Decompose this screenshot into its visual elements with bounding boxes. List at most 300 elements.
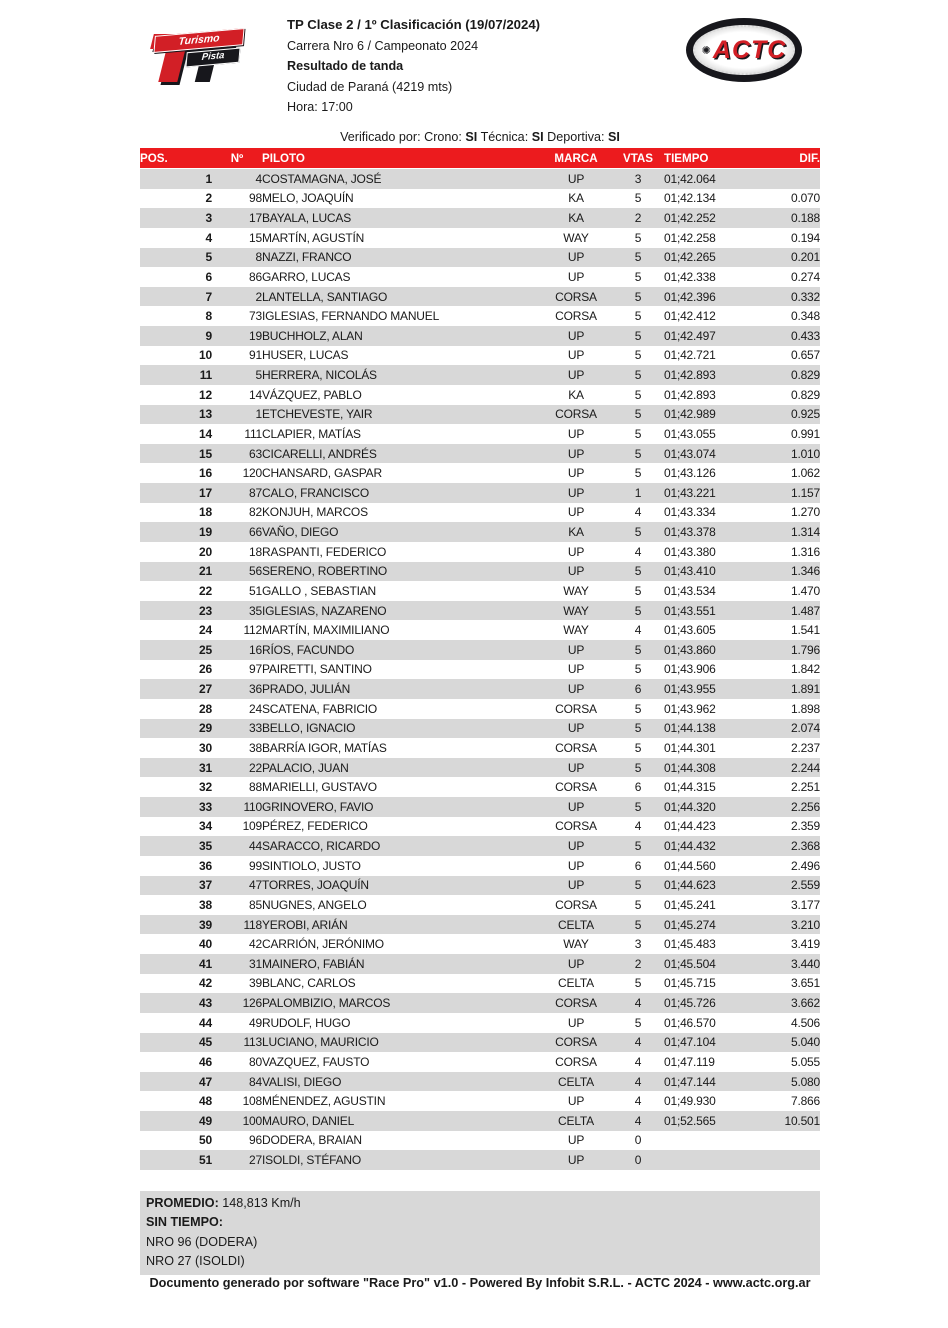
cell-num: 1 xyxy=(255,407,262,422)
cell-tiempo: 01;43.906 xyxy=(664,662,716,677)
cell-marca: CORSA xyxy=(555,740,597,755)
cell-vtas: 5 xyxy=(634,642,642,657)
cell-piloto: VAÑO, DIEGO xyxy=(262,525,339,540)
cell-vtas: 5 xyxy=(634,348,642,363)
cell-tiempo: 01;45.726 xyxy=(664,996,716,1011)
column-header-marca: MARCA xyxy=(540,148,612,169)
cell-pos: 6 xyxy=(205,269,212,284)
cell-vtas: 5 xyxy=(634,368,642,383)
cell-pos: 16 xyxy=(199,466,212,481)
cell-pos: 42 xyxy=(199,976,212,991)
cell-tiempo: 01;45.483 xyxy=(664,937,716,952)
cell-dif: 1.487 xyxy=(790,603,820,618)
cell-dif: 2.251 xyxy=(790,780,820,795)
cell-vtas: 5 xyxy=(634,839,642,854)
cell-vtas: 2 xyxy=(634,956,642,971)
cell-pos: 20 xyxy=(199,544,212,559)
table-row xyxy=(140,797,820,817)
cell-marca: UP xyxy=(567,642,585,657)
cell-tiempo: 01;45.241 xyxy=(664,897,716,912)
column-header-tiempo: TIEMPO xyxy=(664,148,760,169)
cell-marca: CORSA xyxy=(555,897,597,912)
cell-vtas: 5 xyxy=(634,564,642,579)
cell-vtas: 3 xyxy=(634,937,642,952)
cell-tiempo: 01;43.126 xyxy=(664,466,716,481)
table-row xyxy=(140,444,820,464)
table-row xyxy=(140,346,820,366)
turismo-pista-logo xyxy=(148,20,248,86)
cell-num: 16 xyxy=(249,642,262,657)
cell-pos: 14 xyxy=(199,426,212,441)
cell-piloto: COSTAMAGNA, JOSÉ xyxy=(262,171,382,186)
cell-dif: 1.157 xyxy=(790,485,820,500)
cell-piloto: YEROBI, ARIÁN xyxy=(262,917,348,932)
table-row xyxy=(140,1052,820,1072)
cell-piloto: VALISI, DIEGO xyxy=(262,1074,342,1089)
cell-piloto: RUDOLF, HUGO xyxy=(262,1015,351,1030)
cell-marca: KA xyxy=(568,191,584,206)
cell-tiempo: 01;45.504 xyxy=(664,956,716,971)
cell-marca: CORSA xyxy=(555,819,597,834)
cell-pos: 23 xyxy=(199,603,212,618)
cell-piloto: MARTÍN, MAXIMILIANO xyxy=(262,623,390,638)
cell-pos: 1 xyxy=(205,171,212,186)
table-row xyxy=(140,1091,820,1111)
cell-num: 84 xyxy=(249,1074,262,1089)
cell-pos: 22 xyxy=(199,583,212,598)
cell-dif: 0.829 xyxy=(790,387,820,402)
cell-tiempo: 01;42.252 xyxy=(664,211,716,226)
cell-marca: UP xyxy=(567,544,585,559)
cell-dif: 7.866 xyxy=(790,1094,820,1109)
cell-dif: 1.796 xyxy=(790,642,820,657)
cell-piloto: KONJUH, MARCOS xyxy=(262,505,368,520)
cell-dif: 0.829 xyxy=(790,368,820,383)
table-row xyxy=(140,463,820,483)
cell-dif: 3.440 xyxy=(790,956,820,971)
cell-tiempo: 01;45.274 xyxy=(664,917,716,932)
cell-tiempo: 01;42.258 xyxy=(664,230,716,245)
cell-tiempo: 01;43.055 xyxy=(664,426,716,441)
cell-marca: UP xyxy=(567,564,585,579)
promedio-value: 148,813 Km/h xyxy=(222,1196,301,1210)
cell-num: 96 xyxy=(249,1133,262,1148)
cell-piloto: PÉREZ, FEDERICO xyxy=(262,819,368,834)
cell-vtas: 6 xyxy=(634,858,642,873)
cell-vtas: 4 xyxy=(634,1054,642,1069)
promedio-label: PROMEDIO: xyxy=(146,1196,219,1210)
sin-tiempo-entry: NRO 96 (DODERA) xyxy=(146,1234,258,1249)
cell-vtas: 5 xyxy=(634,525,642,540)
cell-dif: 1.842 xyxy=(790,662,820,677)
cell-dif: 2.237 xyxy=(790,740,820,755)
table-row xyxy=(140,640,820,660)
cell-piloto: GRINOVERO, FAVIO xyxy=(262,799,374,814)
cell-pos: 33 xyxy=(199,799,212,814)
promedio-line xyxy=(146,1194,820,1213)
cell-num: 51 xyxy=(249,583,262,598)
cell-num: 126 xyxy=(242,996,262,1011)
cell-num: 36 xyxy=(249,682,262,697)
cell-pos: 5 xyxy=(205,250,212,265)
cell-marca: UP xyxy=(567,269,585,284)
cell-piloto: CARRIÓN, JERÓNIMO xyxy=(262,937,384,952)
cell-marca: WAY xyxy=(563,937,589,952)
cell-num: 18 xyxy=(249,544,262,559)
cell-marca: CELTA xyxy=(558,976,594,991)
cell-num: 98 xyxy=(249,191,262,206)
cell-num: 24 xyxy=(249,701,262,716)
cell-vtas: 5 xyxy=(634,878,642,893)
cell-marca: CELTA xyxy=(558,1113,594,1128)
cell-dif: 0.194 xyxy=(790,230,820,245)
cell-piloto: SINTIOLO, JUSTO xyxy=(262,858,361,873)
cell-marca: UP xyxy=(567,1015,585,1030)
cell-tiempo: 01;44.315 xyxy=(664,780,716,795)
table-row xyxy=(140,267,820,287)
cell-tiempo: 01;49.930 xyxy=(664,1094,716,1109)
cell-num: 14 xyxy=(249,387,262,402)
cell-num: 56 xyxy=(249,564,262,579)
summary-block xyxy=(140,1191,820,1275)
cell-piloto: VÁZQUEZ, PABLO xyxy=(262,387,362,402)
cell-pos: 38 xyxy=(199,897,212,912)
cell-vtas: 5 xyxy=(634,721,642,736)
table-row xyxy=(140,620,820,640)
cell-dif: 0.657 xyxy=(790,348,820,363)
verification-label: Verificado por: xyxy=(340,130,421,144)
table-row xyxy=(140,248,820,268)
cell-piloto: BELLO, IGNACIO xyxy=(262,721,356,736)
table-row xyxy=(140,993,820,1013)
cell-vtas: 3 xyxy=(634,171,642,186)
cell-marca: CELTA xyxy=(558,1074,594,1089)
cell-num: 88 xyxy=(249,780,262,795)
cell-piloto: NAZZI, FRANCO xyxy=(262,250,352,265)
cell-dif: 1.898 xyxy=(790,701,820,716)
cell-marca: UP xyxy=(567,446,585,461)
cell-piloto: PALOMBIZIO, MARCOS xyxy=(262,996,391,1011)
result-type-line: Resultado de tanda xyxy=(287,59,404,74)
cell-piloto: SCATENA, FABRICIO xyxy=(262,701,378,716)
cell-vtas: 5 xyxy=(634,701,642,716)
cell-piloto: MARTÍN, AGUSTÍN xyxy=(262,230,365,245)
table-row xyxy=(140,542,820,562)
cell-marca: UP xyxy=(567,485,585,500)
cell-tiempo: 01;43.074 xyxy=(664,446,716,461)
cell-marca: KA xyxy=(568,387,584,402)
cell-tiempo: 01;47.144 xyxy=(664,1074,716,1089)
cell-num: 73 xyxy=(249,309,262,324)
cell-marca: UP xyxy=(567,1094,585,1109)
cell-num: 27 xyxy=(249,1153,262,1168)
cell-vtas: 4 xyxy=(634,1113,642,1128)
table-row xyxy=(140,679,820,699)
cell-marca: CORSA xyxy=(555,309,597,324)
cell-marca: CORSA xyxy=(555,407,597,422)
cell-piloto: BUCHHOLZ, ALAN xyxy=(262,328,363,343)
cell-piloto: GALLO , SEBASTIAN xyxy=(262,583,376,598)
cell-pos: 49 xyxy=(199,1113,212,1128)
cell-piloto: BARRÍA IGOR, MATÍAS xyxy=(262,740,387,755)
cell-pos: 41 xyxy=(199,956,212,971)
cell-dif: 0.991 xyxy=(790,426,820,441)
cell-dif: 1.270 xyxy=(790,505,820,520)
table-row xyxy=(140,954,820,974)
cell-piloto: MAINERO, FABIÁN xyxy=(262,956,365,971)
cell-pos: 15 xyxy=(199,446,212,461)
cell-piloto: MARIELLI, GUSTAVO xyxy=(262,780,377,795)
document-footer: Documento generado por software "Race Pro" v1.0 - Powered By Infobit S.R.L. - ACTC 2024 - www.actc.org.ar xyxy=(149,1276,811,1290)
table-row xyxy=(140,1072,820,1092)
cell-num: 109 xyxy=(242,819,262,834)
cell-num: 91 xyxy=(249,348,262,363)
cell-tiempo: 01;42.265 xyxy=(664,250,716,265)
table-row xyxy=(140,208,820,228)
cell-vtas: 5 xyxy=(634,760,642,775)
cell-marca: UP xyxy=(567,878,585,893)
cell-marca: UP xyxy=(567,348,585,363)
cell-num: 44 xyxy=(249,839,262,854)
cell-pos: 47 xyxy=(199,1074,212,1089)
cell-dif: 3.662 xyxy=(790,996,820,1011)
cell-piloto: IGLESIAS, NAZARENO xyxy=(262,603,387,618)
cell-dif: 0.274 xyxy=(790,269,820,284)
results-table xyxy=(140,148,820,1170)
cell-pos: 7 xyxy=(205,289,212,304)
cell-marca: UP xyxy=(567,1153,585,1168)
cell-tiempo: 01;44.308 xyxy=(664,760,716,775)
cell-dif: 1.470 xyxy=(790,583,820,598)
cell-pos: 29 xyxy=(199,721,212,736)
cell-vtas: 4 xyxy=(634,1074,642,1089)
cell-pos: 51 xyxy=(199,1153,212,1168)
cell-num: 22 xyxy=(249,760,262,775)
cell-pos: 21 xyxy=(199,564,212,579)
cell-piloto: ETCHEVESTE, YAIR xyxy=(262,407,373,422)
time-line: Hora: 17:00 xyxy=(287,100,353,115)
cell-vtas: 2 xyxy=(634,211,642,226)
cell-piloto: CHANSARD, GASPAR xyxy=(262,466,382,481)
cell-dif: 2.496 xyxy=(790,858,820,873)
cell-marca: UP xyxy=(567,368,585,383)
cell-piloto: GARRO, LUCAS xyxy=(262,269,351,284)
cell-num: 42 xyxy=(249,937,262,952)
cell-tiempo: 01;46.570 xyxy=(664,1015,716,1030)
table-row xyxy=(140,287,820,307)
table-row xyxy=(140,189,820,209)
cell-dif: 1.346 xyxy=(790,564,820,579)
cell-pos: 8 xyxy=(205,309,212,324)
cell-marca: CORSA xyxy=(555,1035,597,1050)
cell-piloto: LUCIANO, MAURICIO xyxy=(262,1035,379,1050)
cell-piloto: ISOLDI, STÉFANO xyxy=(262,1153,362,1168)
cell-num: 100 xyxy=(242,1113,262,1128)
cell-tiempo: 01;44.560 xyxy=(664,858,716,873)
cell-dif: 0.188 xyxy=(790,211,820,226)
cell-pos: 24 xyxy=(199,623,212,638)
cell-pos: 26 xyxy=(199,662,212,677)
cell-piloto: BAYALA, LUCAS xyxy=(262,211,351,226)
cell-vtas: 4 xyxy=(634,819,642,834)
cell-marca: KA xyxy=(568,211,584,226)
cell-pos: 46 xyxy=(199,1054,212,1069)
cell-piloto: SARACCO, RICARDO xyxy=(262,839,381,854)
table-row xyxy=(140,934,820,954)
table-row xyxy=(140,326,820,346)
cell-marca: UP xyxy=(567,839,585,854)
cell-tiempo: 01;47.119 xyxy=(664,1054,715,1069)
cell-vtas: 4 xyxy=(634,1094,642,1109)
cell-tiempo: 01;44.623 xyxy=(664,878,716,893)
table-row xyxy=(140,562,820,582)
table-row xyxy=(140,777,820,797)
cell-vtas: 5 xyxy=(634,328,642,343)
cell-num: 63 xyxy=(249,446,262,461)
cell-vtas: 5 xyxy=(634,917,642,932)
deportiva-value: SI xyxy=(608,130,620,144)
table-row xyxy=(140,660,820,680)
column-header-pos: POS. xyxy=(140,148,212,169)
cell-num: 66 xyxy=(249,525,262,540)
cell-tiempo: 01;42.721 xyxy=(664,348,716,363)
cell-vtas: 5 xyxy=(634,662,642,677)
cell-marca: UP xyxy=(567,682,585,697)
cell-num: 112 xyxy=(243,623,262,638)
cell-tiempo: 01;43.410 xyxy=(664,564,716,579)
cell-tiempo: 01;52.565 xyxy=(664,1113,716,1128)
cell-dif: 5.040 xyxy=(790,1035,820,1050)
cell-pos: 37 xyxy=(199,878,212,893)
cell-dif: 1.010 xyxy=(790,446,820,461)
table-row xyxy=(140,915,820,935)
cell-pos: 25 xyxy=(199,642,212,657)
table-row xyxy=(140,503,820,523)
cell-piloto: MELO, JOAQUÍN xyxy=(262,191,354,206)
cell-vtas: 4 xyxy=(634,1035,642,1050)
cell-tiempo: 01;43.605 xyxy=(664,623,716,638)
table-row xyxy=(140,385,820,405)
cell-tiempo: 01;44.138 xyxy=(664,721,716,736)
cell-marca: KA xyxy=(568,525,584,540)
cell-pos: 11 xyxy=(199,368,212,383)
cell-piloto: CICARELLI, ANDRÉS xyxy=(262,446,377,461)
cell-tiempo xyxy=(664,1150,760,1170)
cell-marca: UP xyxy=(567,1133,585,1148)
cell-tiempo: 01;42.497 xyxy=(664,328,716,343)
cell-vtas: 5 xyxy=(634,1015,642,1030)
cell-num: 99 xyxy=(249,858,262,873)
cell-vtas: 4 xyxy=(634,996,642,1011)
cell-pos: 19 xyxy=(199,525,212,540)
cell-pos: 50 xyxy=(199,1133,212,1148)
cell-num: 120 xyxy=(242,466,262,481)
cell-piloto: BLANC, CARLOS xyxy=(262,976,356,991)
tecnica-label: Técnica: xyxy=(480,130,529,144)
cell-dif: 2.368 xyxy=(790,839,820,854)
cell-tiempo: 01;44.423 xyxy=(664,819,716,834)
table-header-row xyxy=(140,148,820,169)
cell-dif: 1.891 xyxy=(790,682,820,697)
cell-marca: WAY xyxy=(563,583,589,598)
cell-dif: 5.055 xyxy=(790,1054,820,1069)
cell-piloto: MAURO, DANIEL xyxy=(262,1113,355,1128)
page-title: TP Clase 2 / 1º Clasificación (19/07/2024) xyxy=(287,17,541,32)
cell-marca: WAY xyxy=(563,230,589,245)
table-row xyxy=(140,758,820,778)
cell-pos: 30 xyxy=(199,740,212,755)
cell-tiempo: 01;43.334 xyxy=(664,505,716,520)
cell-vtas: 5 xyxy=(634,426,642,441)
cell-piloto: HUSER, LUCAS xyxy=(262,348,349,363)
cell-tiempo xyxy=(664,1131,760,1151)
table-row xyxy=(140,365,820,385)
cell-vtas: 5 xyxy=(634,583,642,598)
table-row xyxy=(140,974,820,994)
cell-num: 4 xyxy=(255,171,262,186)
table-row xyxy=(140,522,820,542)
cell-pos: 9 xyxy=(205,328,212,343)
cell-piloto: TORRES, JOAQUÍN xyxy=(262,878,369,893)
cell-vtas: 5 xyxy=(634,799,642,814)
cell-num: 17 xyxy=(249,211,262,226)
cell-marca: UP xyxy=(567,328,585,343)
cell-pos: 43 xyxy=(199,996,212,1011)
cell-dif: 1.316 xyxy=(790,544,820,559)
cell-dif: 0.348 xyxy=(790,309,820,324)
cell-piloto: PALACIO, JUAN xyxy=(262,760,349,775)
cell-marca: CORSA xyxy=(555,996,597,1011)
cell-dif xyxy=(760,169,820,189)
cell-num: 86 xyxy=(249,269,262,284)
table-row xyxy=(140,424,820,444)
cell-num: 47 xyxy=(249,878,262,893)
cell-piloto: HERRERA, NICOLÁS xyxy=(262,368,377,383)
cell-marca: CORSA xyxy=(555,1054,597,1069)
cell-piloto: IGLESIAS, FERNANDO MANUEL xyxy=(262,309,440,324)
cell-num: 85 xyxy=(249,897,262,912)
cell-dif: 1.314 xyxy=(790,525,820,540)
table-row xyxy=(140,1013,820,1033)
cell-vtas: 6 xyxy=(634,780,642,795)
race-number-line: Carrera Nro 6 / Campeonato 2024 xyxy=(287,38,479,53)
cell-pos: 31 xyxy=(199,760,212,775)
cell-num: 82 xyxy=(249,505,262,520)
cell-num: 111 xyxy=(244,426,262,441)
cell-vtas: 0 xyxy=(634,1153,642,1168)
cell-tiempo: 01;44.301 xyxy=(664,740,716,755)
cell-marca: UP xyxy=(567,250,585,265)
actc-logo xyxy=(686,18,802,82)
checkered-flag-icon: ✺ xyxy=(701,44,711,57)
cell-vtas: 5 xyxy=(634,387,642,402)
cell-marca: UP xyxy=(567,662,585,677)
cell-marca: UP xyxy=(567,505,585,520)
cell-marca: CORSA xyxy=(555,780,597,795)
cell-pos: 27 xyxy=(199,682,212,697)
cell-num: 8 xyxy=(255,250,262,265)
cell-tiempo: 01;43.378 xyxy=(664,525,716,540)
cell-tiempo: 01;45.715 xyxy=(664,976,716,991)
cell-vtas: 0 xyxy=(634,1133,642,1148)
table-row xyxy=(140,817,820,837)
cell-tiempo: 01;43.551 xyxy=(664,603,716,618)
cell-piloto: DODERA, BRAIAN xyxy=(262,1133,362,1148)
cell-dif: 1.062 xyxy=(790,466,820,481)
cell-marca: UP xyxy=(567,721,585,736)
cell-tiempo: 01;44.432 xyxy=(664,839,716,854)
cell-piloto: LANTELLA, SANTIAGO xyxy=(262,289,388,304)
